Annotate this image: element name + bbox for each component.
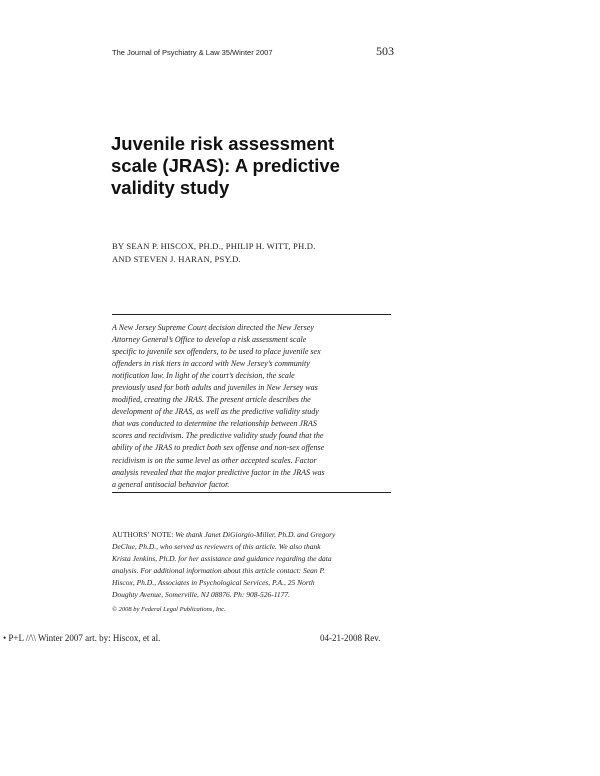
abstract-line: A New Jersey Supreme Court decision directed the New Jersey (112, 323, 314, 332)
abstract-bottom-rule (112, 492, 391, 493)
author-byline (112, 240, 402, 265)
copyright-notice: © 2008 by Federal Legal Publications, Inc. (112, 606, 226, 613)
page-number: 503 (376, 44, 394, 58)
note-line (112, 529, 396, 541)
abstract-line: that was conducted to determine the relationship between JRAS (112, 419, 317, 429)
abstract-line: modified, creating the JRAS. The present article describes the (112, 395, 311, 405)
journal-running-head: The Journal of Psychiatry & Law 35/Winter 2007 (112, 48, 273, 57)
abstract-line: previously used for both adults and juveniles in New Jersey was (112, 383, 318, 393)
note-line: DeClue, Ph.D., who served as reviewers of this article. We also thank (112, 542, 321, 551)
abstract-line: scores and recidivism. The predictive validity study found that the (112, 431, 324, 441)
note-line: Hiscox, Ph.D., Associates in Psychological Services, P.A., 25 North (112, 578, 315, 587)
abstract-line: development of the JRAS, as well as the predictive validity study (112, 407, 319, 417)
author-line: BY SEAN P. HISCOX, PH.D., PHILIP H. WITT, PH.D. (112, 241, 316, 251)
abstract-line: ability of the JRAS to predict both sex offense and non-sex offense (112, 443, 325, 453)
abstract (112, 322, 390, 491)
title-line: Juvenile risk assessment (111, 133, 335, 154)
note-line: Doughty Avenue, Somerville, NJ 08876. Ph: 908-526-1177. (112, 590, 291, 599)
note-line-text: We thank Janet DiGiorgio-Miller, Ph.D. and Gregory (173, 530, 336, 539)
title-line: scale (JRAS): A predictive (111, 155, 340, 176)
note-line: analysis. For additional information about this article contact: Sean P. (112, 566, 325, 575)
abstract-line: Attorney General’s Office to develop a risk assessment scale (112, 335, 307, 345)
authors-note (112, 529, 396, 601)
note-lead: AUTHORS’ NOTE: (112, 530, 174, 539)
author-line: AND STEVEN J. HARAN, PSY.D. (112, 253, 241, 264)
abstract-line: specific to juvenile sex offenders, to be used to place juvenile sex (112, 347, 321, 357)
note-line: Krista Jenkins, Ph.D. for her assistance and guidance regarding the data (112, 554, 332, 563)
abstract-line: analysis revealed that the major predictive factor in the JRAS was (112, 467, 325, 477)
footer-slug: • P+L //\\ Winter 2007 art. by: Hiscox, et al. (3, 633, 161, 643)
abstract-line: notification law. In light of the court’s decision, the scale (112, 371, 295, 381)
abstract-top-rule (112, 314, 391, 315)
article-title (111, 133, 401, 199)
abstract-line: recidivism is on the same level as other accepted scales. Factor (112, 455, 317, 465)
abstract-line: offenders in risk tiers in accord with New Jersey’s community (112, 359, 310, 369)
title-line: validity study (111, 177, 230, 198)
footer-revision: 04-21-2008 Rev. (320, 633, 381, 643)
abstract-line: a general antisocial behavior factor. (112, 479, 230, 489)
